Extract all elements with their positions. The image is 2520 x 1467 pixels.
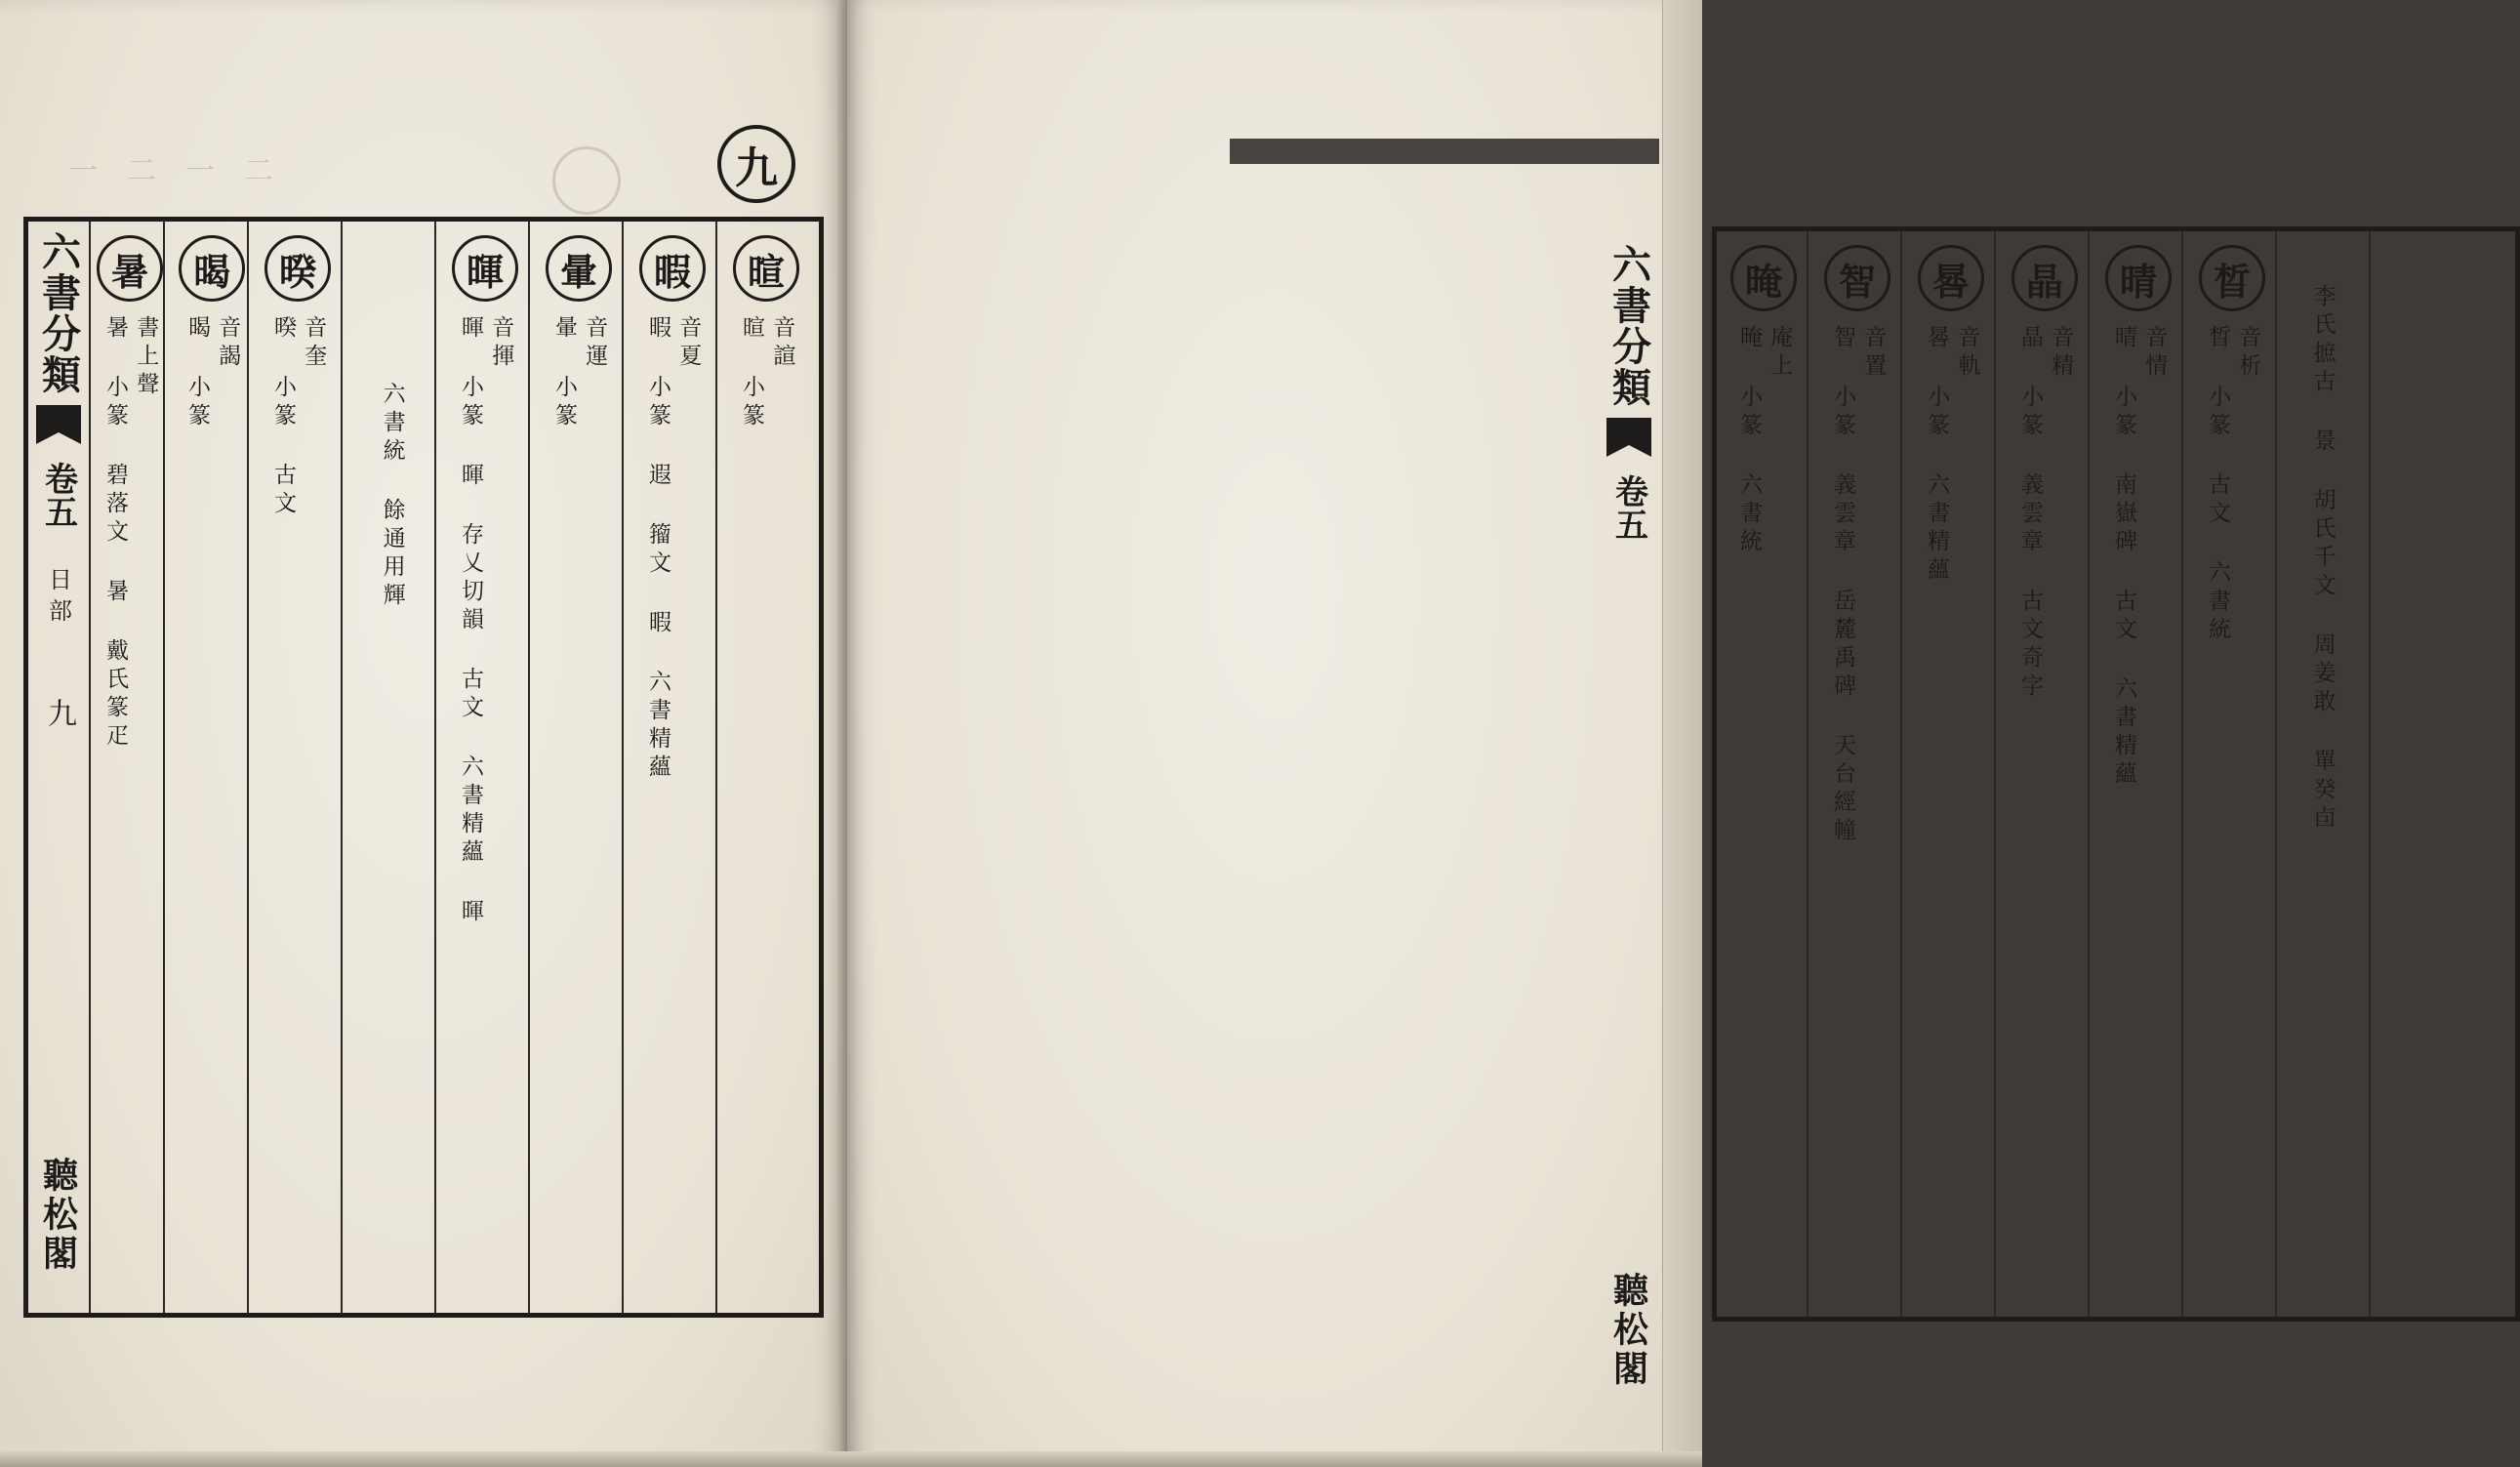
variant-forms: 李氏摭古 景 胡氏千文 周姜敢 單癸卣 [2309,284,2336,834]
fish-tail-mark [36,405,81,444]
column-rule [341,222,343,1313]
head-character: 暈 [546,235,612,302]
pronunciation: 音精 [2048,325,2074,382]
variant-forms: 暉 小篆 暉 存乂切韻 古文 六書精蘊 暉 [458,315,483,927]
volume-label: 卷五 [38,462,78,528]
right-print-frame [1712,226,2520,1322]
head-character: 智 [1824,245,1890,311]
variant-forms: 暇 小篆 遐 籀文 暇 六書精蘊 [645,315,671,783]
section-label: 日部 [44,567,72,630]
pronunciation: 音運 [582,315,608,372]
variant-forms: 晴 小篆 南嶽碑 古文 六書精蘊 [2111,325,2136,790]
head-character: 暍 [179,235,245,302]
column-rule [2088,231,2090,1317]
publisher-label: 聽松閣 [37,1157,79,1274]
pronunciation: 音置 [1860,325,1887,382]
entry-column [2002,245,2088,702]
head-character: 晻 [1730,245,1797,311]
head-character: 晳 [2199,245,2265,311]
entry-column [348,235,434,611]
book-title: 六書分類 [1605,244,1652,408]
head-character: 暌 [264,235,331,302]
top-print-marks [1230,139,1659,164]
entry-column [1814,245,1900,846]
entry-column [2095,245,2181,790]
column-rule [1807,231,1809,1317]
head-character: 暑 [97,235,163,302]
column-rule [434,222,436,1313]
column-rule [2369,231,2371,1317]
entry-column [442,235,528,927]
left-print-frame [23,217,824,1318]
bottom-edge [0,1451,1702,1467]
variant-forms: 智 小篆 義雲章 岳麓禹碑 天台經幢 [1830,325,1855,846]
entry-column [87,235,173,752]
bleed-through-circle [552,146,621,215]
variant-forms: 暈 小篆 [551,315,577,431]
head-character: 晴 [2105,245,2172,311]
column-rule [2181,231,2183,1317]
variant-forms: 暄 小篆 [739,315,764,431]
pronunciation: 音謁 [215,315,241,372]
publisher-label: 聽松閣 [1607,1272,1649,1389]
folio-number: 九 [42,698,76,727]
head-character: 暄 [733,235,799,302]
entry-column [536,235,622,431]
entry-column [2279,245,2365,834]
head-character: 晶 [2012,245,2078,311]
head-character: 晷 [1918,245,1984,311]
column-rule [1900,231,1902,1317]
left-page [0,0,847,1467]
pronunciation: 書上聲 [133,315,159,400]
variant-forms: 晻 小篆 六書統 [1736,325,1762,557]
entry-column [1721,245,1807,557]
column-rule [1994,231,1996,1317]
pronunciation: 音諠 [769,315,795,372]
entry-column [630,235,715,783]
pronunciation: 音情 [2141,325,2168,382]
page-edge [1662,0,1702,1467]
entry-column [169,235,255,431]
book-title: 六書分類 [35,231,82,395]
head-character: 暉 [452,235,518,302]
entry-column [723,235,809,431]
right-spine [1599,234,1659,1428]
entry-column [255,235,341,519]
fish-tail-mark [1606,418,1651,457]
left-spine [28,222,89,1313]
bleed-through-text: 一 二 一 二 [68,154,273,188]
variant-forms: 晳 小篆 古文 六書統 [2205,325,2230,645]
page-number-circle: 九 [717,125,795,203]
volume-label: 卷五 [1608,474,1648,541]
pronunciation: 音揮 [488,315,514,372]
variant-forms: 晶 小篆 義雲章 古文奇字 [2017,325,2043,702]
pronunciation: 音夏 [675,315,702,372]
variant-forms: 暑 小篆 碧落文 暑 戴氏篆疋 [102,315,128,752]
entry-column [1908,245,1994,586]
pronunciation: 音奎 [301,315,327,372]
head-character: 暇 [639,235,706,302]
column-rule [715,222,717,1313]
variant-forms: 晷 小篆 六書精蘊 [1924,325,1949,586]
variant-forms: 六書統 餘通用輝 [379,382,405,611]
variant-forms: 暍 小篆 [184,315,210,431]
right-page [847,0,2336,1467]
pronunciation: 音軌 [1954,325,1980,382]
entry-column [2189,245,2275,645]
pronunciation: 音析 [2235,325,2261,382]
pronunciation: 庵上 [1767,325,1793,382]
variant-forms: 暌 小篆 古文 [270,315,296,519]
column-rule [2275,231,2277,1317]
column-rule [622,222,624,1313]
column-rule [528,222,530,1313]
